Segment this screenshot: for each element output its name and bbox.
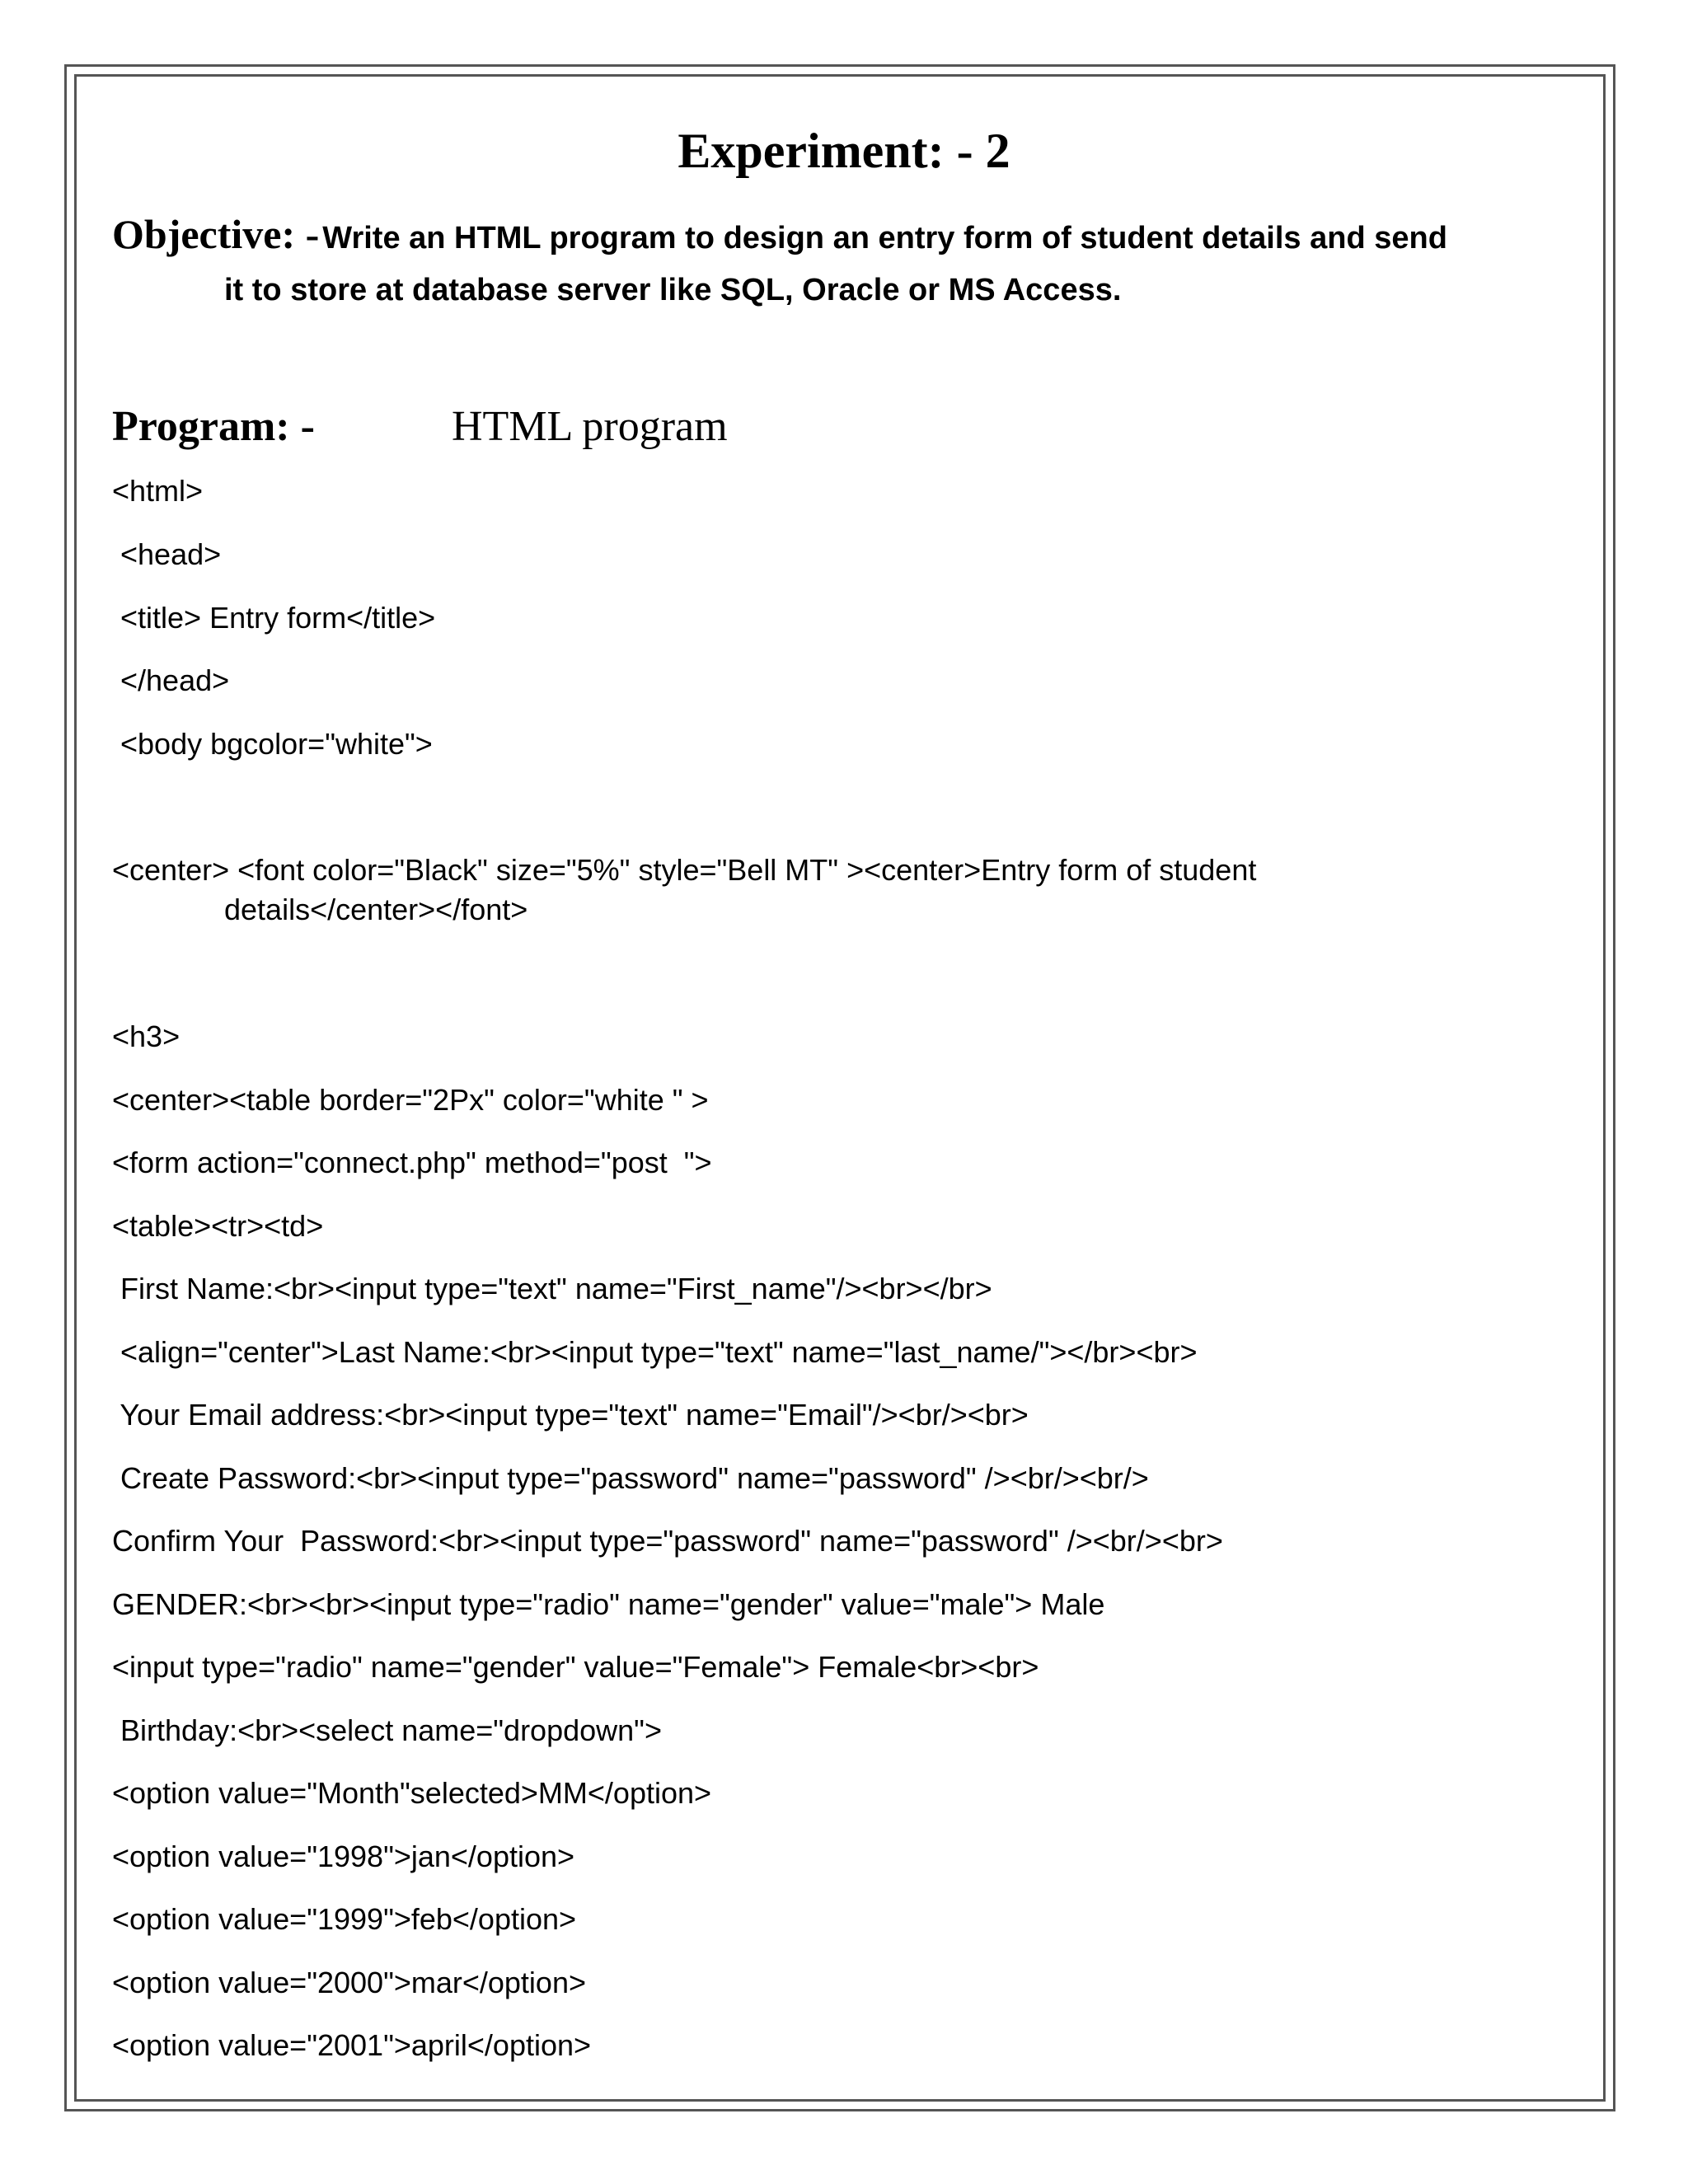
code-line: <body bgcolor="white">	[112, 727, 433, 761]
objective-label: Objective: -	[112, 211, 320, 257]
objective-text-2: it to store at database server like SQL, Oracle or MS Access.	[224, 273, 1122, 307]
code-line: <head>	[112, 537, 222, 571]
code-line: <option value="1998">jan</option>	[112, 1840, 575, 1873]
program-subtitle: HTML program	[452, 403, 728, 450]
program-label: Program: -	[112, 403, 315, 450]
code-line: <table><tr><td>	[112, 1209, 324, 1243]
code-line: Birthday:<br><select name="dropdown">	[112, 1713, 662, 1747]
code-line: GENDER:<br><br><input type="radio" name="gender" value="male"> Male	[112, 1587, 1105, 1621]
code-line: Your Email address:<br><input type="text" name="Email"/><br/><br>	[112, 1398, 1029, 1432]
code-line: <input type="radio" name="gender" value="Female"> Female<br><br>	[112, 1650, 1039, 1684]
objective-text-1: Write an HTML program to design an entry form of student details and send	[322, 221, 1447, 255]
code-line: First Name:<br><input type="text" name="First_name"/><br></br>	[112, 1272, 992, 1305]
code-line: <option value="Month"selected>MM</option>	[112, 1776, 712, 1810]
code-line: <option value="2000">mar</option>	[112, 1966, 586, 1999]
code-line: details</center></font>	[224, 893, 528, 926]
code-line: <option value="2001">april</option>	[112, 2028, 592, 2062]
objective-line-1	[112, 209, 1563, 269]
code-line: <center><table border="2Px" color="white " >	[112, 1083, 709, 1117]
page-title: Experiment: - 2	[678, 124, 1010, 178]
objective-section	[112, 209, 1563, 311]
code-line: <title> Entry form</title>	[112, 601, 436, 635]
code-line: <align="center">Last Name:<br><input type="text" name="last_name/"></br><br>	[112, 1335, 1198, 1369]
code-line: Confirm Your Password:<br><input type="password" name="password" /><br/><br>	[112, 1524, 1223, 1558]
program-heading	[112, 401, 728, 453]
code-line: <form action="connect.php" method="post ">	[112, 1146, 712, 1179]
code-line: <html>	[112, 474, 204, 508]
code-line: <h3>	[112, 1019, 181, 1053]
code-line: <option value="1999">feb</option>	[112, 1902, 577, 1936]
code-line: </head>	[112, 663, 230, 697]
code-line: <center> <font color="Black" size="5%" style="Bell MT" ><center>Entry form of student	[112, 853, 1257, 887]
code-line: Create Password:<br><input type="password" name="password" /><br/><br/>	[112, 1461, 1149, 1495]
